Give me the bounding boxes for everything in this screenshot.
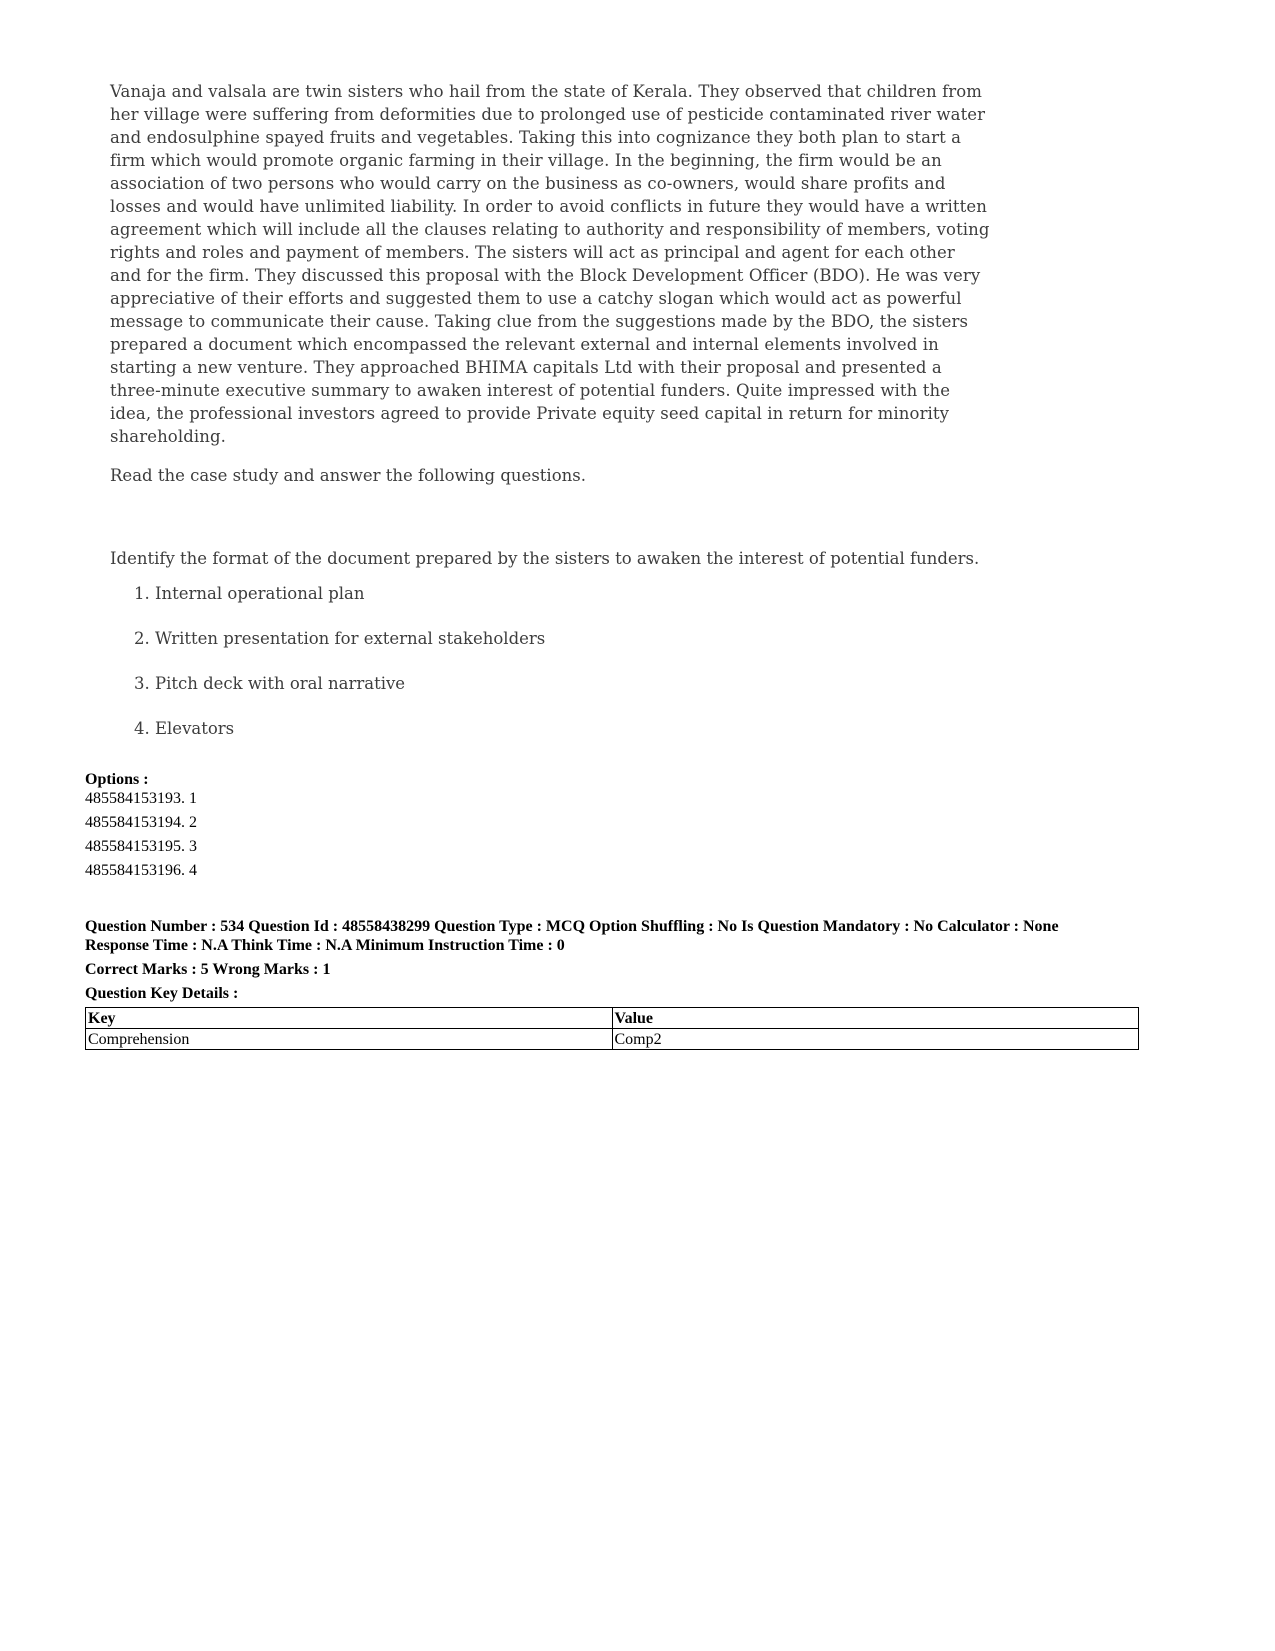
- table-row: [86, 1029, 1139, 1050]
- table-cell: Comprehension: [86, 1029, 613, 1050]
- answer-choice: 4. Elevators: [134, 719, 235, 738]
- case-study-passage: Vanaja and valsala are twin sisters who hail from the state of Kerala. They observed that children from her village were suffering from deformities due to prolonged use of pesticide contaminated river water and endosulphine spayed fruits and vegetables. Taking this into cognizance they both plan to start a firm which would promote organic farming in their village. In the beginning, the firm would be an association of two persons who would carry on the business as co-owners, would share profits and losses and would have unlimited liability. In order to avoid conflicts in future they would have a written agreement which will include all the clauses relating to authority and responsibility of members, voting rights and roles and payment of members. The sisters will act as principal and agent for each other and for the firm. They discussed this proposal with the Block Development Officer (BDO). He was very appreciative of their efforts and suggested them to use a catchy slogan which would act as powerful message to communicate their cause. Taking clue from the suggestions made by the BDO, the sisters prepared a document which encompassed the relevant external and internal elements involved in starting a new venture. They approached BHIMA capitals Ltd with their proposal and presented a three-minute executive summary to awaken interest of potential funders. Quite impressed with the idea, the professional investors agreed to provide Private equity seed capital in return for minority shareholding.: [110, 82, 990, 446]
- key-details-heading: Question Key Details :: [85, 985, 239, 1002]
- question-info: [85, 917, 1145, 955]
- answer-choice: 1. Internal operational plan: [134, 584, 365, 603]
- table-cell: Comp2: [612, 1029, 1139, 1050]
- table-header-cell: Key: [86, 1008, 613, 1029]
- answer-choice-list: [134, 582, 990, 740]
- key-details-table: [85, 1007, 1139, 1050]
- answer-choice: 3. Pitch deck with oral narrative: [134, 674, 406, 693]
- question-text: Identify the format of the document prepared by the sisters to awaken the interest of potential funders.: [110, 549, 980, 568]
- option-id-list: [85, 789, 1145, 880]
- table-header-row: [86, 1008, 1139, 1029]
- options-heading: Options :: [85, 771, 149, 788]
- option-id: 485584153194. 2: [85, 814, 197, 831]
- question-info-line: Question Number : 534 Question Id : 48558438299 Question Type : MCQ Option Shuffling : No Is Question Mandatory : No Calculator : None: [85, 918, 1059, 935]
- option-id: 485584153195. 3: [85, 838, 197, 855]
- option-id: 485584153193. 1: [85, 790, 197, 807]
- question-info-line: Response Time : N.A Think Time : N.A Minimum Instruction Time : 0: [85, 937, 565, 954]
- marks-line: Correct Marks : 5 Wrong Marks : 1: [85, 961, 331, 978]
- option-id: 485584153196. 4: [85, 862, 197, 879]
- case-study-instruction: Read the case study and answer the following questions.: [110, 466, 586, 485]
- answer-choice: 2. Written presentation for external stakeholders: [134, 629, 546, 648]
- question-metadata: [85, 770, 1145, 1050]
- table-header-cell: Value: [612, 1008, 1139, 1029]
- scanned-question-image: [110, 80, 990, 762]
